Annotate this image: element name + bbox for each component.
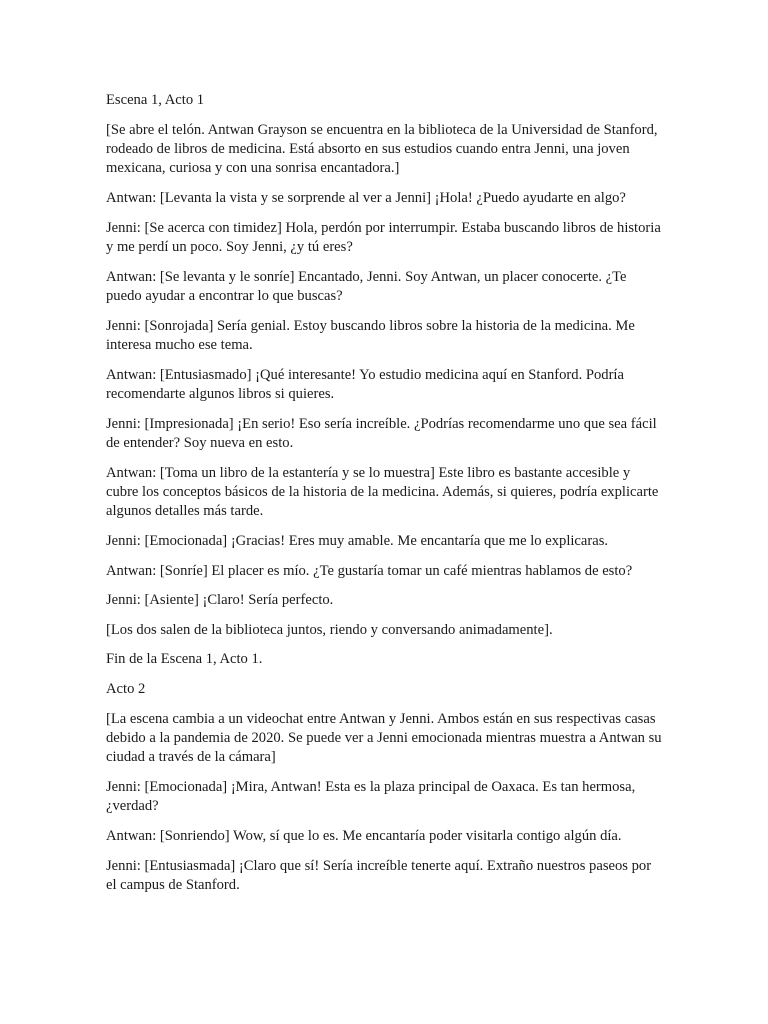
dialogue-line: Antwan: [Se levanta y le sonríe] Encantado, Jenni. Soy Antwan, un placer conocerte. ¿Te puedo ayudar a encontrar lo que buscas? — [106, 268, 627, 304]
scene-end: Fin de la Escena 1, Acto 1. — [106, 651, 263, 668]
act-heading: Acto 2 — [106, 680, 146, 697]
script-text — [106, 91, 662, 906]
dialogue-line: Jenni: [Entusiasmada] ¡Claro que sí! Sería increíble tenerte aquí. Extraño nuestros paseos por el campus de Stanford. — [106, 857, 652, 893]
dialogue-line: Jenni: [Sonrojada] Sería genial. Estoy buscando libros sobre la historia de la medicina. Me interesa mucho ese tema. — [106, 317, 635, 353]
scene-heading: Escena 1, Acto 1 — [106, 92, 205, 108]
dialogue-line: Jenni: [Se acerca con timidez] Hola, perdón por interrumpir. Estaba buscando libros de historia y me perdí un poco. Soy Jenni, ¿y tú eres? — [106, 219, 661, 255]
stage-direction: [La escena cambia a un videochat entre Antwan y Jenni. Ambos están en sus respectivas casas debido a la pandemia de 2020. Se puede ver a Jenni emocionada mientras muestra a Antwan su ciudad a través de la cámara] — [106, 710, 662, 766]
dialogue-line: Antwan: [Toma un libro de la estantería y se lo muestra] Este libro es bastante accesible y cubre los conceptos básicos de la historia de la medicina. Además, si quieres, podría explicarte algunos detalles más tarde. — [106, 464, 659, 520]
stage-direction: [Los dos salen de la biblioteca juntos, riendo y conversando animadamente]. — [106, 621, 553, 638]
dialogue-line: Antwan: [Entusiasmado] ¡Qué interesante! Yo estudio medicina aquí en Stanford. Podría recomendarte algunos libros si quieres. — [106, 366, 624, 402]
stage-direction: [Se abre el telón. Antwan Grayson se encuentra en la biblioteca de la Universidad de Stanford, rodeado de libros de medicina. Está absorto en sus estudios cuando entra Jenni, una joven mexicana, curiosa y con una sonrisa encantadora.] — [106, 121, 658, 177]
dialogue-line: Antwan: [Sonríe] El placer es mío. ¿Te gustaría tomar un café mientras hablamos de esto? — [106, 562, 633, 579]
dialogue-line: Jenni: [Impresionada] ¡En serio! Eso sería increíble. ¿Podrías recomendarme uno que sea fácil de entender? Soy nueva en esto. — [106, 415, 657, 451]
dialogue-line: Antwan: [Sonriendo] Wow, sí que lo es. Me encantaría poder visitarla contigo algún día. — [106, 827, 622, 844]
dialogue-line: Jenni: [Emocionada] ¡Mira, Antwan! Esta es la plaza principal de Oaxaca. Es tan hermosa, ¿verdad? — [106, 778, 636, 815]
dialogue-line: Jenni: [Emocionada] ¡Gracias! Eres muy amable. Me encantaría que me lo explicaras. — [106, 533, 609, 549]
dialogue-line: Jenni: [Asiente] ¡Claro! Sería perfecto. — [106, 592, 334, 609]
dialogue-line: Antwan: [Levanta la vista y se sorprende al ver a Jenni] ¡Hola! ¿Puedo ayudarte en algo? — [106, 190, 626, 206]
